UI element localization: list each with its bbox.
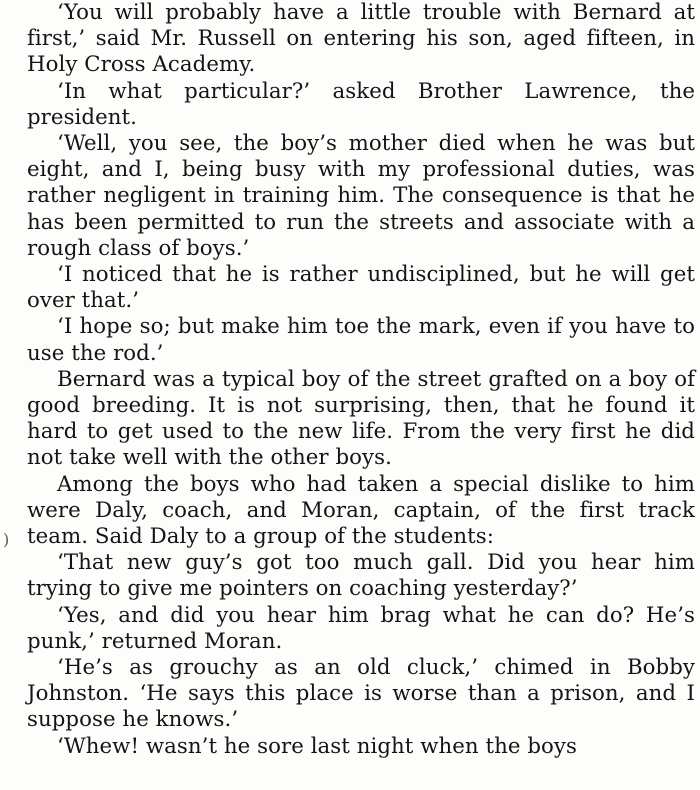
paragraph-11: ‘Whew! wasn’t he sore last night when the boys: [57, 733, 577, 759]
margin-mark: ): [3, 530, 10, 549]
paragraph-2: ‘In what particular?’ asked Brother Lawrence, the president.: [27, 78, 695, 130]
paragraph-7: Among the boys who had taken a special dislike to him were Daly, coach, and Moran, captain, of the first track team. Said Daly to a group of the students:: [27, 471, 695, 550]
page-text: [27, 0, 695, 760]
paragraph-9: ‘Yes, and did you hear him brag what he can do? He’s punk,’ returned Moran.: [27, 602, 695, 654]
paragraph-8: ‘That new guy’s got too much gall. Did you hear him trying to give me pointers on coaching yesterday?’: [27, 550, 695, 602]
paragraph-1: ‘You will probably have a little trouble with Bernard at first,’ said Mr. Russell on entering his son, aged fifteen, in Holy Cross Academy.: [27, 0, 695, 78]
paragraph-4: ‘I noticed that he is rather undisciplined, but he will get over that.’: [27, 262, 695, 314]
paragraph-3: ‘Well, you see, the boy’s mother died when he was but eight, and I, being busy with my professional duties, was rather negligent in training him. The consequence is that he has been permitted to run the streets and associate with a rough class of boys.’: [27, 131, 695, 261]
paragraph-5: ‘I hope so; but make him toe the mark, even if you have to use the rod.’: [27, 314, 695, 366]
paragraph-10: ‘He’s as grouchy as an old cluck,’ chimed in Bobby Johnston. ‘He says this place is worse than a prison, and I suppose he knows.’: [27, 655, 695, 733]
paragraph-6: Bernard was a typical boy of the street grafted on a boy of good breeding. It is not surprising, then, that he found it hard to get used to the new life. From the very first he did not take well with the other boys.: [27, 366, 695, 471]
